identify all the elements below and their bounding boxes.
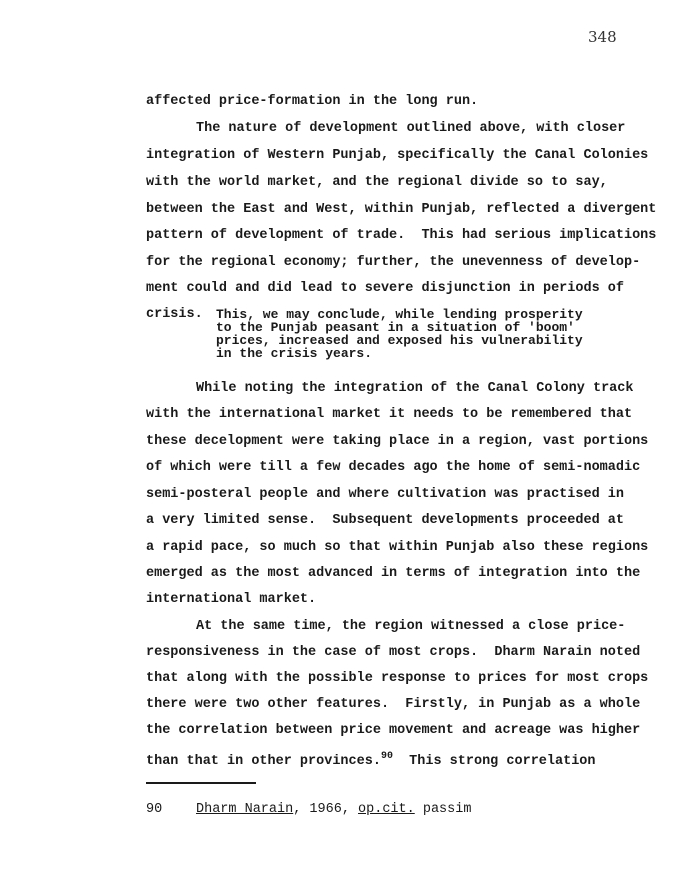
text-line: affected price-formation in the long run.: [146, 94, 479, 109]
footnote-author: Dharm Narain: [196, 802, 294, 817]
text-line: these decelopment were taking place in a region, vast portions: [146, 434, 649, 449]
footnote-rule: [146, 782, 256, 784]
text-line: pattern of development of trade. This had serious implications: [146, 228, 657, 243]
text-line: integration of Western Punjab, specifically the Canal Colonies: [146, 148, 649, 163]
text-line: The nature of development outlined above, with closer: [196, 121, 626, 136]
footnote-reference: 90: [380, 751, 393, 762]
footnote-rest: passim: [414, 802, 472, 817]
text-segment: This strong correlation: [392, 754, 596, 769]
text-line: While noting the integration of the Canal Colony track: [196, 381, 634, 396]
quote-line: prices, increased and exposed his vulnerability: [216, 333, 583, 348]
text-line: the correlation between price movement and acreage was higher: [146, 723, 641, 738]
text-line: with the international market it needs to be remembered that: [146, 407, 633, 422]
text-line: a rapid pace, so much so that within Punjab also these regions: [146, 540, 649, 555]
text-line: of which were till a few decades ago the home of semi-nomadic: [146, 460, 641, 475]
text-line: that along with the possible response to prices for most crops: [146, 671, 649, 686]
text-line: crisis.: [146, 307, 203, 322]
text-segment: than that in other provinces.: [146, 754, 381, 769]
quote-line: in the crisis years.: [216, 346, 373, 361]
text-line: emerged as the most advanced in terms of integration into the: [146, 566, 641, 581]
footnote-year: , 1966,: [293, 802, 359, 817]
text-line: international market.: [146, 592, 317, 607]
page-number: 348: [588, 28, 617, 46]
text-line: responsiveness in the case of most crops. Dharm Narain noted: [146, 645, 641, 660]
text-line: a very limited sense. Subsequent developments proceeded at: [146, 513, 624, 528]
text-line: At the same time, the region witnessed a close price-: [196, 619, 626, 634]
quote-line: This, we may conclude, while lending prosperity: [216, 307, 583, 322]
text-line: semi-posteral people and where cultivation was practised in: [146, 487, 624, 502]
text-line: [146, 749, 596, 770]
text-line: for the regional economy; further, the unevenness of develop-: [146, 255, 641, 270]
footnote-cite: op.cit.: [358, 802, 415, 817]
text-line: between the East and West, within Punjab, reflected a divergent: [146, 202, 657, 217]
text-line: ment could and did lead to severe disjunction in periods of: [146, 281, 624, 296]
footnote: [146, 802, 471, 817]
text-line: there were two other features. Firstly, in Punjab as a whole: [146, 697, 641, 712]
quote-line: to the Punjab peasant in a situation of 'boom': [216, 320, 575, 335]
footnote-number: 90: [146, 802, 163, 817]
text-line: with the world market, and the regional divide so to say,: [146, 175, 608, 190]
